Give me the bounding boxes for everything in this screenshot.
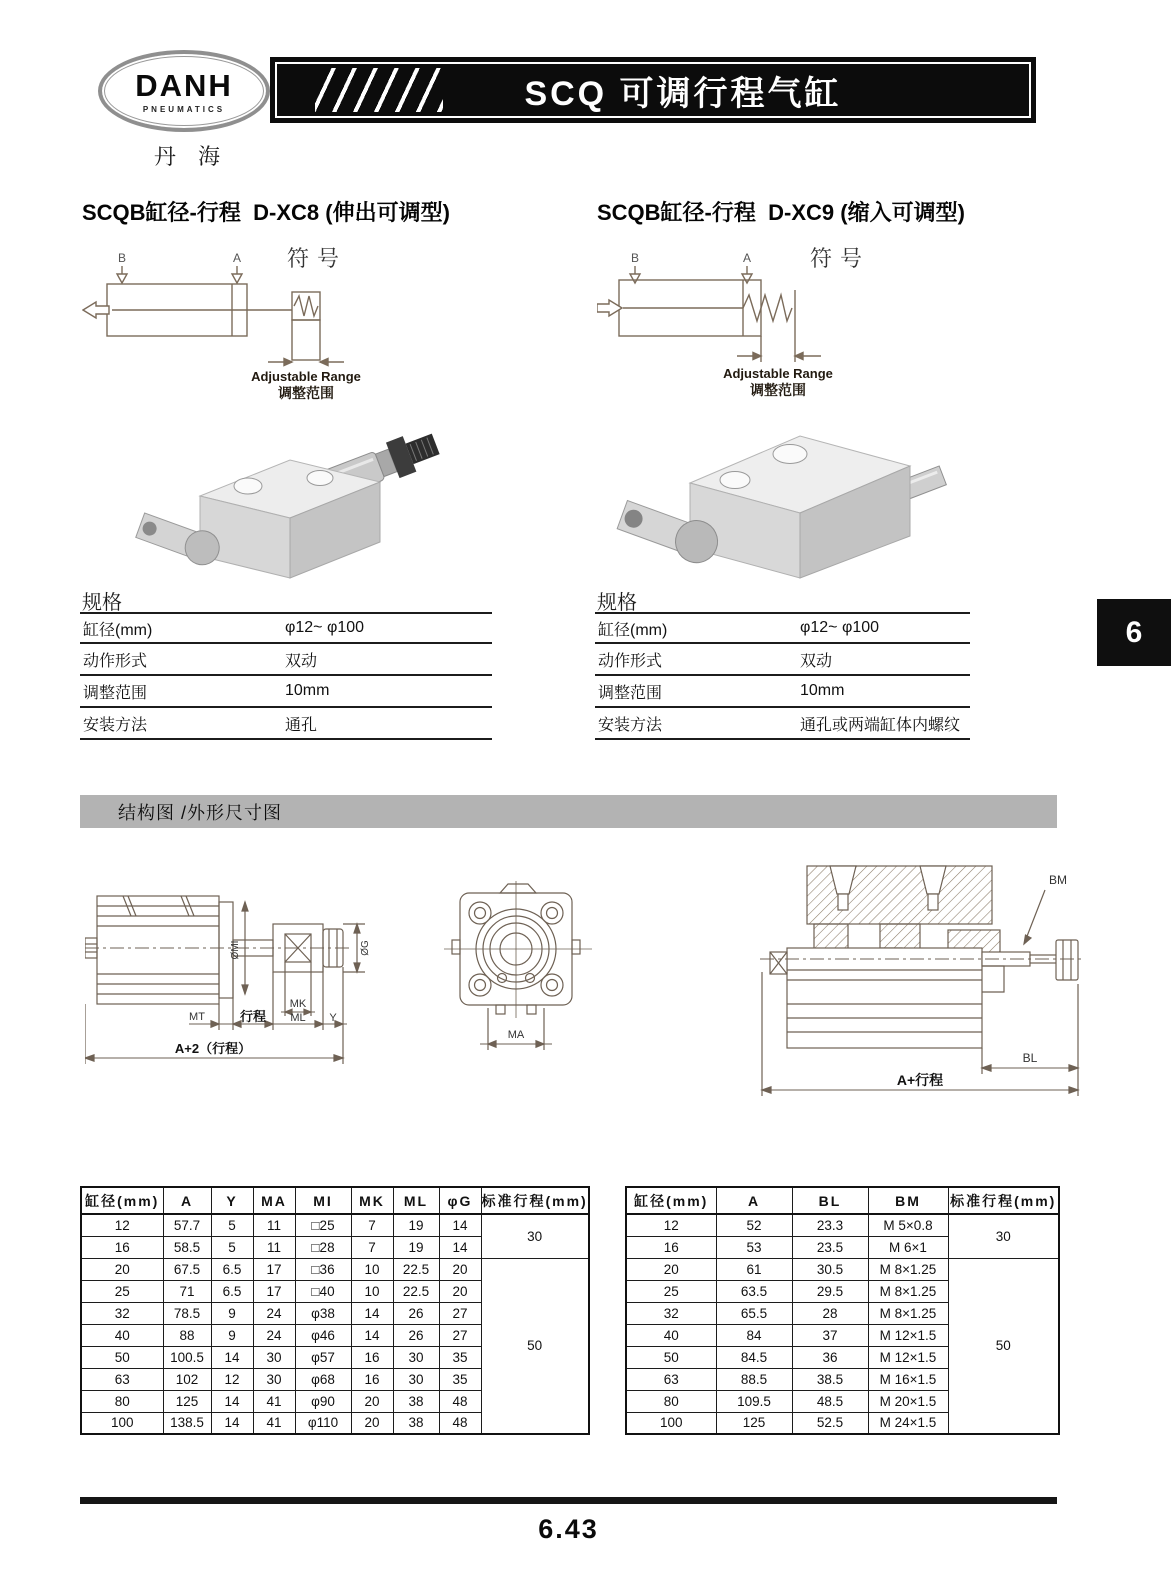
dimension-cell: 14 (439, 1214, 481, 1236)
column-header: Y (211, 1187, 253, 1214)
product-code: D-XC9 (768, 200, 835, 225)
spec-row (80, 676, 492, 708)
table-row (626, 1258, 1059, 1280)
dimension-cell: 11 (253, 1236, 295, 1258)
dimension-cell: 14 (351, 1324, 393, 1346)
page-title: SCQ 可调行程气缸 (524, 74, 842, 113)
dimension-cell: M 8×1.25 (868, 1302, 948, 1324)
dimension-cell: M 12×1.5 (868, 1324, 948, 1346)
dim-label-dg: ØG (360, 940, 371, 956)
dimension-cell: 30 (253, 1368, 295, 1390)
dimension-cell: 12 (211, 1368, 253, 1390)
dimension-cell: 109.5 (716, 1390, 792, 1412)
dimension-cell: 26 (393, 1324, 439, 1346)
dimension-cell: 52 (716, 1214, 792, 1236)
dimension-cell: 100 (626, 1412, 716, 1434)
product-photo-xc8 (130, 398, 480, 583)
dimension-cell: M 6×1 (868, 1236, 948, 1258)
dimension-cell: M 16×1.5 (868, 1368, 948, 1390)
dim-label-y: Y (329, 1012, 337, 1024)
spec-value: 10mm (285, 682, 330, 699)
banner-frame (275, 62, 1031, 118)
column-header: A (163, 1187, 211, 1214)
dimension-cell: 65.5 (716, 1302, 792, 1324)
dimension-cell: M 8×1.25 (868, 1258, 948, 1280)
dimension-cell: 16 (81, 1236, 163, 1258)
dimension-cell: 27 (439, 1324, 481, 1346)
dimension-cell: 40 (626, 1324, 716, 1346)
spec-label: 调整范围 (83, 684, 148, 702)
dimension-cell: 63 (81, 1368, 163, 1390)
column-header: BM (868, 1187, 948, 1214)
column-header: 缸径(mm) (626, 1187, 716, 1214)
dimension-cell: 32 (626, 1302, 716, 1324)
dimension-cell: 7 (351, 1236, 393, 1258)
dimension-cell: 16 (351, 1368, 393, 1390)
dimension-cell: 26 (393, 1302, 439, 1324)
dimension-cell: 63 (626, 1368, 716, 1390)
dim-label-mt: MT (189, 1011, 205, 1023)
spec-table-left (80, 612, 492, 740)
dimension-cell: 10 (351, 1280, 393, 1302)
spec-row (595, 676, 970, 708)
dim-label-stroke: 行程 (239, 1009, 267, 1024)
dimension-cell: 30 (393, 1346, 439, 1368)
product-title-left (82, 196, 450, 227)
dimension-cell: 9 (211, 1324, 253, 1346)
column-header: 标准行程(mm) (948, 1187, 1059, 1214)
dimension-cell: □28 (295, 1236, 351, 1258)
spec-label: 缸径(mm) (598, 621, 668, 639)
dimension-cell: M 5×0.8 (868, 1214, 948, 1236)
spec-table-right (595, 612, 970, 740)
column-header: MA (253, 1187, 295, 1214)
spec-row (80, 612, 492, 644)
dimension-cell: □36 (295, 1258, 351, 1280)
product-photo-xc9 (600, 388, 980, 583)
dimension-cell: 27 (439, 1302, 481, 1324)
brand-logo-ellipse (98, 50, 270, 132)
dimension-cell: 16 (626, 1236, 716, 1258)
spec-title-left: 规格 (82, 592, 122, 614)
spec-label: 调整范围 (598, 684, 663, 702)
dimension-cell: 52.5 (792, 1412, 868, 1434)
dimension-cell: 12 (81, 1214, 163, 1236)
dimension-cell: 17 (253, 1280, 295, 1302)
dim-label-total-a2: A+2（行程） (174, 1041, 252, 1056)
dimension-cell: 9 (211, 1302, 253, 1324)
adjustable-range-en-label: Adjustable Range (251, 369, 361, 384)
adjustable-range-cn-label: 调整范围 (278, 385, 334, 401)
spec-label: 安装方法 (83, 716, 148, 734)
dimension-cell: 30 (393, 1368, 439, 1390)
dimension-cell: 100 (81, 1412, 163, 1434)
table-row (626, 1214, 1059, 1236)
column-header: BL (792, 1187, 868, 1214)
dimension-cell: 48 (439, 1412, 481, 1434)
dimension-cell: 35 (439, 1368, 481, 1390)
dimension-cell: 32 (81, 1302, 163, 1324)
dimension-cell: 125 (163, 1390, 211, 1412)
dimension-cell: 22.5 (393, 1280, 439, 1302)
column-header: A (716, 1187, 792, 1214)
dimension-cell: 88 (163, 1324, 211, 1346)
dimension-cell: 48 (439, 1390, 481, 1412)
dim-label-mk: MK (289, 998, 307, 1010)
dimension-table-xc8 (80, 1186, 590, 1435)
pneumatic-symbol-diagram-xc8 (82, 250, 392, 415)
dimension-cell: 25 (626, 1280, 716, 1302)
symbol-caption-right: 符号 (810, 246, 871, 271)
dimension-cell: 20 (81, 1258, 163, 1280)
dimension-cell: 102 (163, 1368, 211, 1390)
dimension-cell: 23.3 (792, 1214, 868, 1236)
dimension-cell: 11 (253, 1214, 295, 1236)
dimension-cell: 71 (163, 1280, 211, 1302)
dimension-cell: M 12×1.5 (868, 1346, 948, 1368)
table-row (81, 1258, 589, 1280)
dimension-cell: 12 (626, 1214, 716, 1236)
dim-label-total-a-stroke: A+行程 (896, 1072, 944, 1088)
dimension-cell: 35 (439, 1346, 481, 1368)
dimension-cell: 138.5 (163, 1412, 211, 1434)
banner-stripes-decoration (315, 68, 443, 112)
dimension-cell: 88.5 (716, 1368, 792, 1390)
dimension-cell: 67.5 (163, 1258, 211, 1280)
spec-label: 动作形式 (83, 652, 148, 670)
dimension-cell: 80 (626, 1390, 716, 1412)
adjustable-range-en-label: Adjustable Range (723, 366, 833, 381)
dimension-cell: 17 (253, 1258, 295, 1280)
dimension-cell: 48.5 (792, 1390, 868, 1412)
dimension-cell: 20 (351, 1390, 393, 1412)
footer-rule (80, 1497, 1057, 1504)
column-header: 缸径(mm) (81, 1187, 163, 1214)
dimension-cell: 53 (716, 1236, 792, 1258)
dimension-cell: 36 (792, 1346, 868, 1368)
brand-name: DANH (135, 68, 233, 103)
page-number: 6.43 (538, 1514, 599, 1544)
column-header: ML (393, 1187, 439, 1214)
product-variant: (伸出可调型) (325, 200, 450, 225)
dimension-cell: 37 (792, 1324, 868, 1346)
dimension-cell: 84.5 (716, 1346, 792, 1368)
dimension-cell: 29.5 (792, 1280, 868, 1302)
dimension-cell: 41 (253, 1412, 295, 1434)
chapter-tab: 6 (1097, 599, 1171, 666)
section-header-bar (80, 795, 1057, 828)
dimension-cell: 38.5 (792, 1368, 868, 1390)
dimension-cell: 20 (351, 1412, 393, 1434)
dimension-cell: 38 (393, 1390, 439, 1412)
dim-label-bm: BM (1049, 873, 1067, 887)
dimension-cell: 14 (211, 1412, 253, 1434)
dimension-cell: 5 (211, 1214, 253, 1236)
dimension-cell: □40 (295, 1280, 351, 1302)
spec-value: φ12~ φ100 (800, 619, 880, 636)
dimension-cell: 28 (792, 1302, 868, 1324)
adjustable-range-cn-label: 调整范围 (750, 382, 806, 398)
dimension-cell: 58.5 (163, 1236, 211, 1258)
dimension-cell: 22.5 (393, 1258, 439, 1280)
dimension-cell: 100.5 (163, 1346, 211, 1368)
dimension-cell: 41 (253, 1390, 295, 1412)
spec-label: 安装方法 (598, 716, 663, 734)
dimension-cell: 25 (81, 1280, 163, 1302)
dimension-cell: M 24×1.5 (868, 1412, 948, 1434)
dimension-cell: 63.5 (716, 1280, 792, 1302)
technical-drawing-section-view (752, 852, 1087, 1102)
product-code: D-XC8 (253, 200, 320, 225)
dimension-cell: 40 (81, 1324, 163, 1346)
brand-name-chinese: 丹海 (153, 144, 242, 169)
header-row (626, 1187, 1059, 1214)
spec-value: φ12~ φ100 (285, 619, 365, 636)
dimension-cell: φ68 (295, 1368, 351, 1390)
port-a-label: A (742, 251, 752, 265)
spec-label: 缸径(mm) (83, 621, 153, 639)
dimension-cell: 5 (211, 1236, 253, 1258)
dimension-cell: φ46 (295, 1324, 351, 1346)
spec-row (80, 708, 492, 740)
port-b-label: B (117, 251, 127, 265)
section-title: 结构图 /外形尺寸图 (118, 802, 283, 823)
column-header: 标准行程(mm) (481, 1187, 589, 1214)
dimension-cell: 14 (351, 1302, 393, 1324)
port-a-label: A (232, 251, 242, 265)
spec-row (80, 644, 492, 676)
dimension-cell: 24 (253, 1302, 295, 1324)
dimension-cell: 6.5 (211, 1280, 253, 1302)
spec-value: 通孔或两端缸体内螺纹 (800, 716, 961, 734)
spec-value: 10mm (800, 682, 845, 699)
table-row (81, 1214, 589, 1236)
dimension-cell: 24 (253, 1324, 295, 1346)
dimension-cell: 7 (351, 1214, 393, 1236)
dimension-cell: φ57 (295, 1346, 351, 1368)
spec-label: 动作形式 (598, 652, 663, 670)
technical-drawing-front-view (440, 878, 600, 1078)
dimension-cell: 14 (211, 1390, 253, 1412)
dimension-cell: 23.5 (792, 1236, 868, 1258)
dimension-cell: φ90 (295, 1390, 351, 1412)
dimension-cell: 84 (716, 1324, 792, 1346)
dimension-cell: M 20×1.5 (868, 1390, 948, 1412)
brand-logo (98, 50, 276, 171)
dimension-cell: □25 (295, 1214, 351, 1236)
page-title-banner (270, 57, 1036, 123)
dim-label-ml: ML (290, 1012, 306, 1024)
dimension-cell: 50 (81, 1346, 163, 1368)
spec-row (595, 612, 970, 644)
dimension-cell: φ38 (295, 1302, 351, 1324)
dimension-cell: 10 (351, 1258, 393, 1280)
dimension-cell: 80 (81, 1390, 163, 1412)
dimension-cell: 125 (716, 1412, 792, 1434)
dimension-cell: 30 (253, 1346, 295, 1368)
standard-stroke-cell: 30 (481, 1214, 589, 1258)
spec-value: 通孔 (285, 716, 318, 734)
dimension-cell: φ110 (295, 1412, 351, 1434)
dim-label-bl: BL (1022, 1051, 1038, 1065)
technical-drawing-side-view (85, 872, 415, 1092)
column-header: MI (295, 1187, 351, 1214)
column-header: MK (351, 1187, 393, 1214)
dimension-cell: 57.7 (163, 1214, 211, 1236)
product-variant: (缩入可调型) (840, 200, 965, 225)
spec-value: 双动 (800, 652, 833, 670)
spec-row (595, 708, 970, 740)
dimension-cell: 19 (393, 1214, 439, 1236)
standard-stroke-cell: 30 (948, 1214, 1059, 1258)
product-title-right (597, 196, 965, 227)
product-model: SCQB缸径-行程 (597, 200, 756, 225)
spec-title-right: 规格 (597, 592, 637, 614)
dimension-cell: 14 (439, 1236, 481, 1258)
dimension-table-xc9 (625, 1186, 1060, 1435)
column-header: φG (439, 1187, 481, 1214)
dimension-cell: 78.5 (163, 1302, 211, 1324)
dimension-cell: M 8×1.25 (868, 1280, 948, 1302)
dimension-cell: 16 (351, 1346, 393, 1368)
port-b-label: B (630, 251, 640, 265)
spec-value: 双动 (285, 652, 318, 670)
dimension-cell: 20 (439, 1280, 481, 1302)
dimension-cell: 50 (626, 1346, 716, 1368)
product-model: SCQB缸径-行程 (82, 200, 241, 225)
dimension-cell: 19 (393, 1236, 439, 1258)
standard-stroke-cell: 50 (948, 1258, 1059, 1434)
dimension-cell: 6.5 (211, 1258, 253, 1280)
symbol-caption-left: 符号 (287, 246, 348, 271)
header-row (81, 1187, 589, 1214)
dimension-cell: 20 (626, 1258, 716, 1280)
brand-subtitle: PNEUMATICS (142, 105, 226, 114)
dimension-cell: 14 (211, 1346, 253, 1368)
standard-stroke-cell: 50 (481, 1258, 589, 1434)
dimension-cell: 20 (439, 1258, 481, 1280)
dimension-cell: 30.5 (792, 1258, 868, 1280)
dim-label-dmi: ØMI (230, 940, 241, 960)
dimension-cell: 38 (393, 1412, 439, 1434)
dim-label-ma: MA (507, 1029, 525, 1041)
dimension-cell: 61 (716, 1258, 792, 1280)
spec-row (595, 644, 970, 676)
